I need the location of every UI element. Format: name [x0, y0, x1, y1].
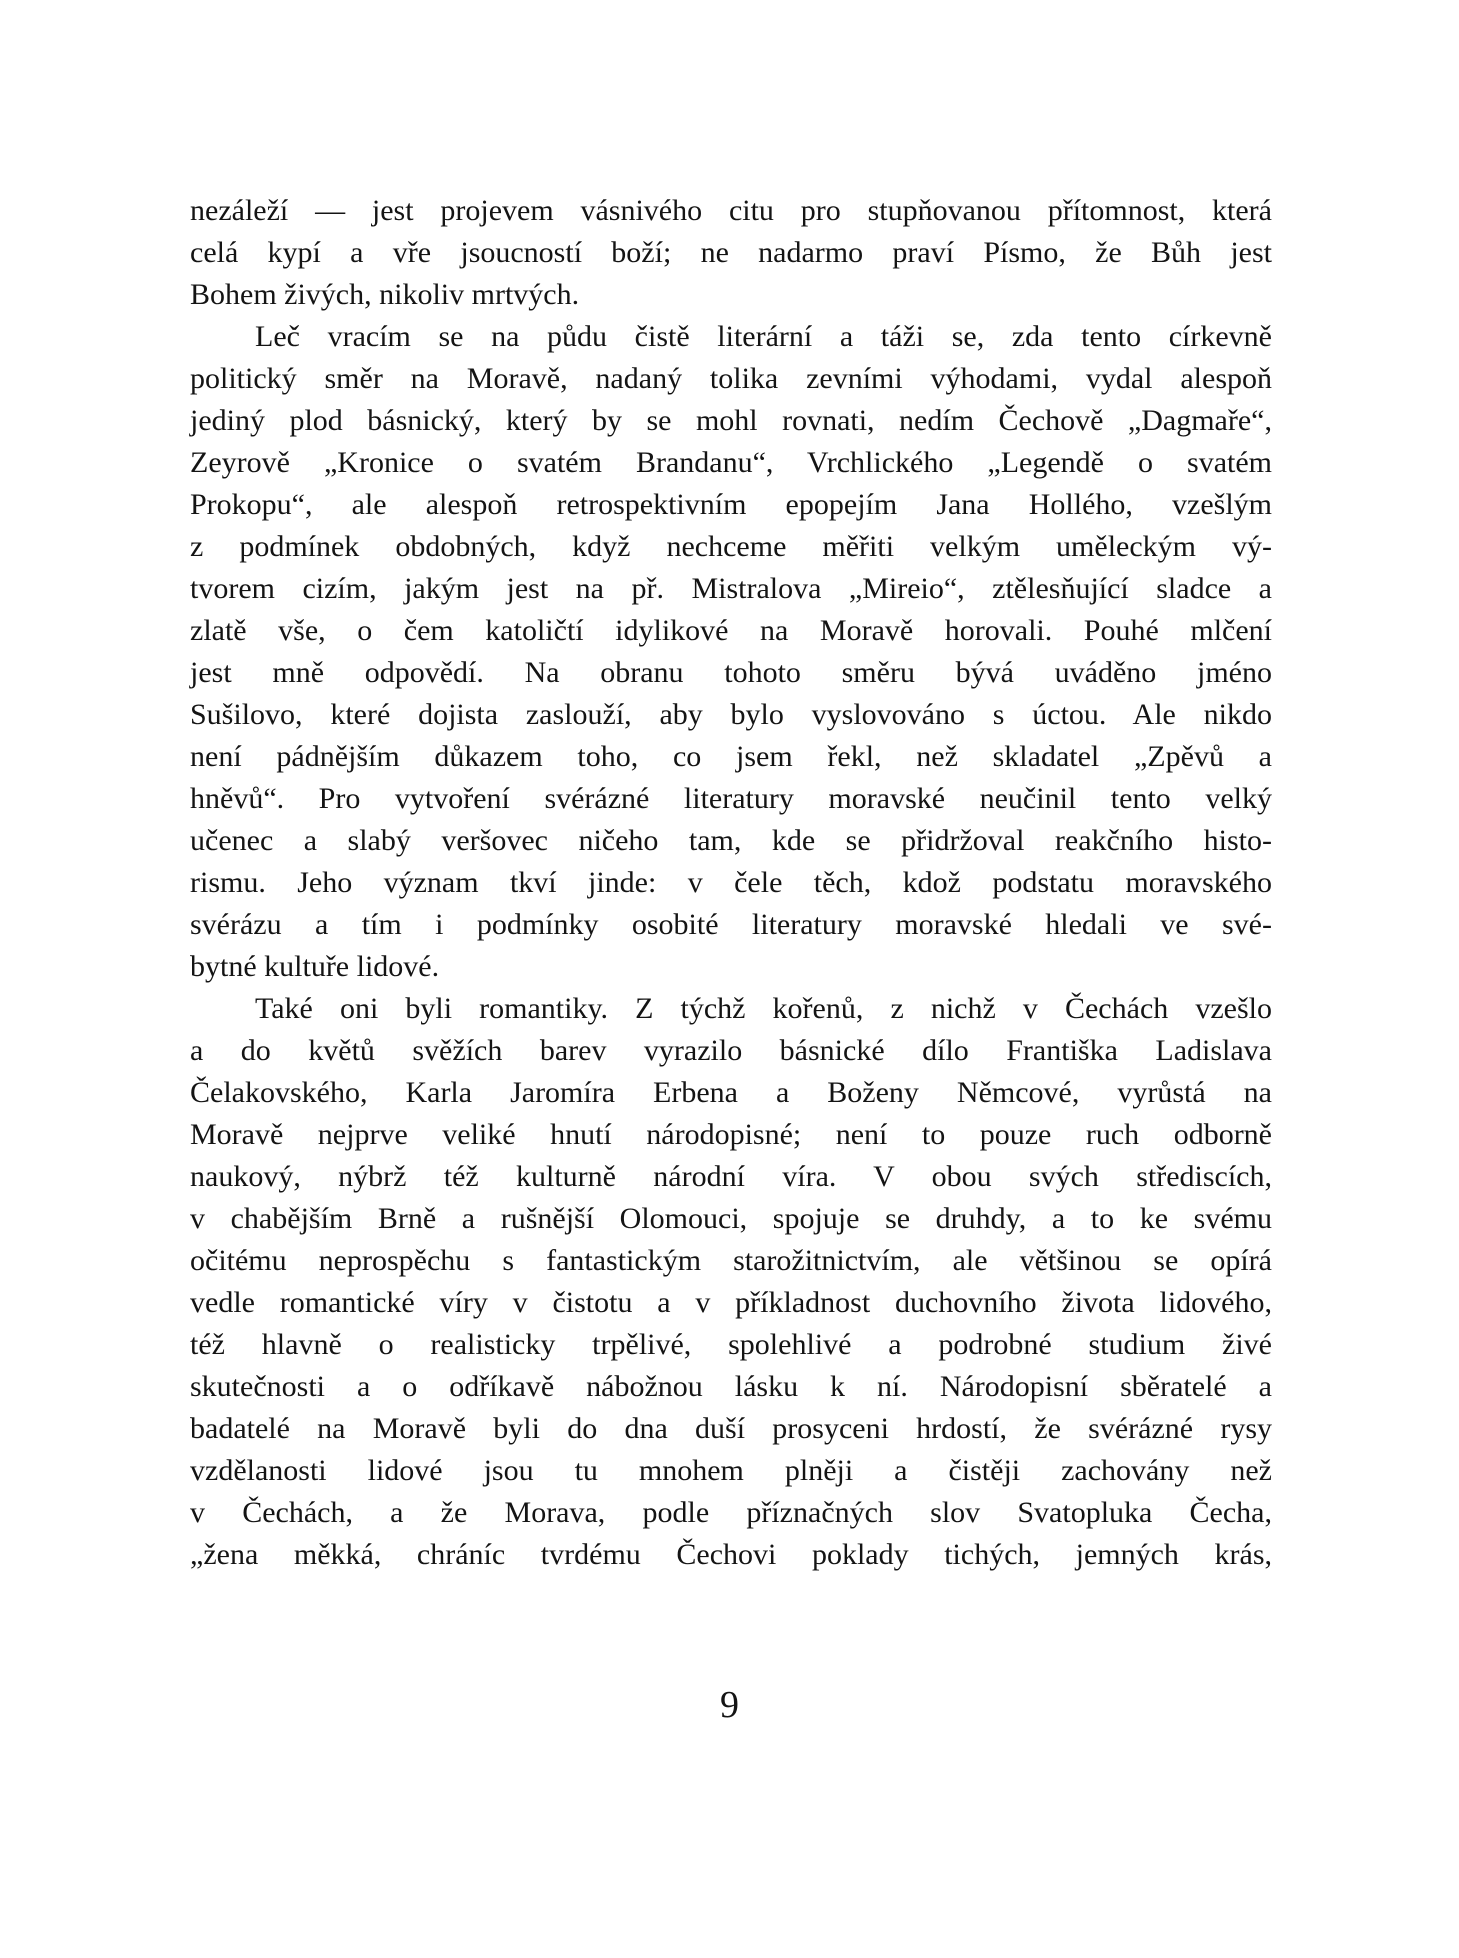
text-line: Leč vracím se na půdu čistě literární a táži se, zda tento církevně	[255, 320, 1272, 353]
text-line: skutečnosti a o odříkavě nábožnou lásku k ní. Národopisní sběratelé a	[190, 1370, 1272, 1403]
text-line: „žena měkká, chráníc tvrdému Čechovi poklady tichých, jemných krás,	[190, 1538, 1272, 1571]
text-line: hněvů“. Pro vytvoření svérázné literatury moravské neučinil tento velký	[190, 782, 1272, 815]
text-line: politický směr na Moravě, nadaný tolika zevními výhodami, vydal alespoň	[190, 362, 1272, 395]
text-line: očitému neprospěchu s fantastickým starožitnictvím, ale většinou se opírá	[190, 1244, 1272, 1277]
text-line: rismu. Jeho význam tkví jinde: v čele těch, kdož podstatu moravského	[190, 866, 1272, 899]
text-line: též hlavně o realisticky trpělivé, spolehlivé a podrobné studium živé	[190, 1328, 1272, 1361]
text-line: zlatě vše, o čem katoličtí idylikové na Moravě horovali. Pouhé mlčení	[190, 614, 1272, 647]
text-line: Čelakovského, Karla Jaromíra Erbena a Boženy Němcové, vyrůstá na	[190, 1076, 1272, 1109]
text-line: není pádnějším důkazem toho, co jsem řekl, než skladatel „Zpěvů a	[190, 740, 1272, 773]
text-line: celá kypí a vře jsoucností boží; ne nadarmo praví Písmo, že Bůh jest	[190, 236, 1272, 269]
page-number: 9	[720, 1684, 739, 1726]
text-line: svérázu a tím i podmínky osobité literatury moravské hledali ve své-	[190, 908, 1272, 941]
text-line: Moravě nejprve veliké hnutí národopisné; není to pouze ruch odborně	[190, 1118, 1272, 1151]
text-line: Také oni byli romantiky. Z týchž kořenů, z nichž v Čechách vzešlo	[255, 992, 1272, 1025]
text-line: učenec a slabý veršovec ničeho tam, kde se přidržoval reakčního histo-	[190, 824, 1272, 857]
text-line: vzdělanosti lidové jsou tu mnohem plněji a čistěji zachovány než	[190, 1454, 1272, 1487]
text-line: a do květů svěžích barev vyrazilo básnické dílo Františka Ladislava	[190, 1034, 1272, 1067]
text-line: Sušilovo, které dojista zaslouží, aby bylo vyslovováno s úctou. Ale nikdo	[190, 698, 1272, 731]
text-line: v Čechách, a že Morava, podle příznačných slov Svatopluka Čecha,	[190, 1496, 1272, 1529]
text-line: badatelé na Moravě byli do dna duší prosyceni hrdostí, že svérázné rysy	[190, 1412, 1272, 1445]
text-line: vedle romantické víry v čistotu a v příkladnost duchovního života lidového,	[190, 1286, 1272, 1319]
page-body-text	[190, 190, 1272, 1576]
text-line: z podmínek obdobných, když nechceme měřiti velkým uměleckým vý-	[190, 530, 1272, 563]
text-line: Bohem živých, nikoliv mrtvých.	[190, 278, 580, 311]
text-line: v chabějším Brně a rušnější Olomouci, spojuje se druhdy, a to ke svému	[190, 1202, 1272, 1235]
text-line: bytné kultuře lidové.	[190, 950, 440, 983]
text-line: jediný plod básnický, který by se mohl rovnati, nedím Čechově „Dagmaře“,	[190, 404, 1272, 437]
text-line: tvorem cizím, jakým jest na př. Mistralova „Mireio“, ztělesňující sladce a	[190, 572, 1272, 605]
text-line: jest mně odpovědí. Na obranu tohoto směru bývá uváděno jméno	[190, 656, 1272, 689]
text-line: nezáleží — jest projevem vásnivého citu pro stupňovanou přítomnost, která	[190, 194, 1272, 227]
text-line: Prokopu“, ale alespoň retrospektivním epopejím Jana Hollého, vzešlým	[190, 488, 1272, 521]
text-line: naukový, nýbrž též kulturně národní víra. V obou svých střediscích,	[190, 1160, 1272, 1193]
text-line: Zeyrově „Kronice o svatém Brandanu“, Vrchlického „Legendě o svatém	[190, 446, 1272, 479]
